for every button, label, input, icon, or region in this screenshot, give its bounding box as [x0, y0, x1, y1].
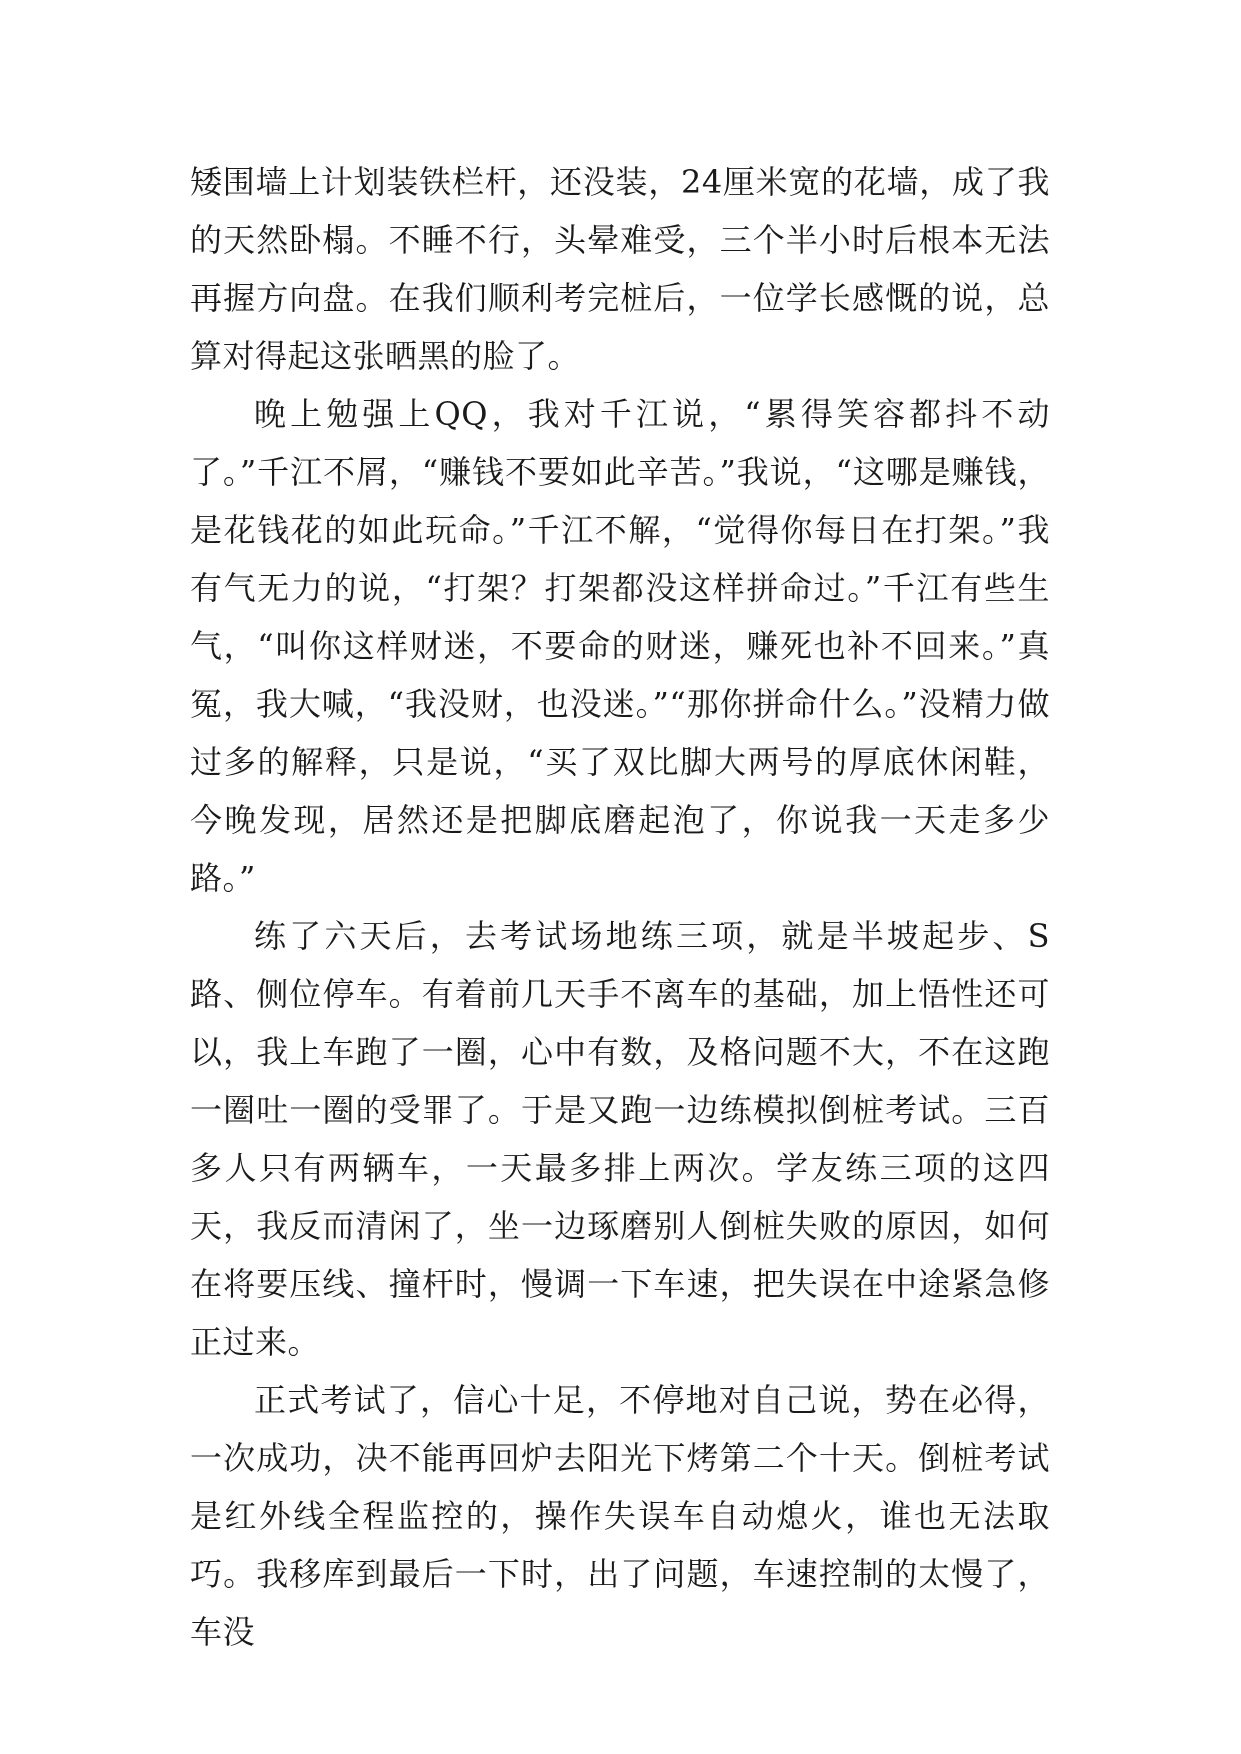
- document-body: [190, 153, 1050, 1661]
- paragraph-4: 正式考试了，信心十足，不停地对自己说，势在必得，一次成功，决不能再回炉去阳光下烤第二个十天。倒桩考试是红外线全程监控的，操作失误车自动熄火，谁也无法取巧。我移库到最后一下时，出了问题，车速控制的太慢了，车没: [190, 1381, 1050, 1651]
- paragraph-1: 矮围墙上计划装铁栏杆，还没装，24厘米宽的花墙，成了我的天然卧榻。不睡不行，头晕难受，三个半小时后根本无法再握方向盘。在我们顺利考完桩后，一位学长感慨的说，总算对得起这张晒黑的脸了。: [190, 163, 1050, 375]
- paragraph-2: 晚上勉强上QQ，我对千江说，“累得笑容都抖不动了。”千江不屑，“赚钱不要如此辛苦。”我说，“这哪是赚钱，是花钱花的如此玩命。”千江不解，“觉得你每日在打架。”我有气无力的说，“打架？打架都没这样拼命过。”千江有些生气，“叫你这样财迷，不要命的财迷，赚死也补不回来。”真冤，我大喊，“我没财，也没迷。”“那你拼命什么。”没精力做过多的解释，只是说，“买了双比脚大两号的厚底休闲鞋，今晚发现，居然还是把脚底磨起泡了，你说我一天走多少路。”: [190, 395, 1050, 897]
- paragraph-3: 练了六天后，去考试场地练三项，就是半坡起步、S路、侧位停车。有着前几天手不离车的基础，加上悟性还可以，我上车跑了一圈，心中有数，及格问题不大，不在这跑一圈吐一圈的受罪了。于是又跑一边练模拟倒桩考试。三百多人只有两辆车，一天最多排上两次。学友练三项的这四天，我反而清闲了，坐一边琢磨别人倒桩失败的原因，如何在将要压线、撞杆时，慢调一下车速，把失误在中途紧急修正过来。: [190, 917, 1050, 1361]
